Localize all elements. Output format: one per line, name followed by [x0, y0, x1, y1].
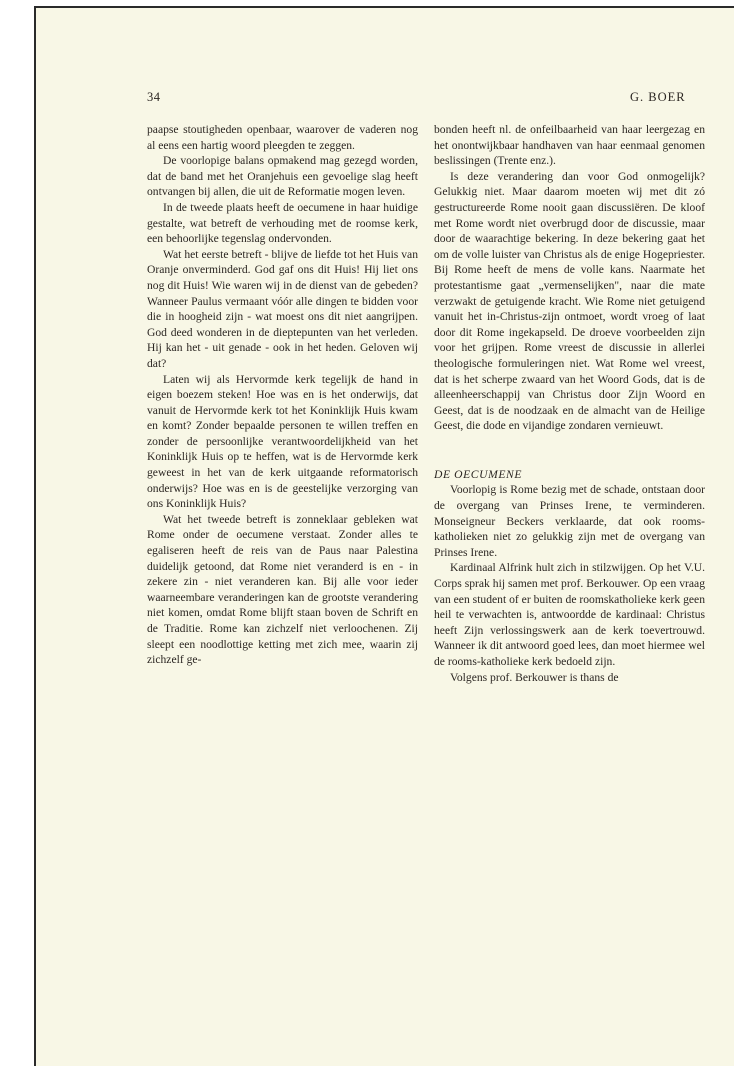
paragraph: Wat het eerste betreft - blijve de liefde tot het Huis van Oranje onverminderd. God gaf ons dit Huis! Hij liet ons nog dit Huis! Wie waren wij in de dienst van de gebeden? Wanneer Paulus vermaant vóór alle dingen te bidden voor die in hoogheid zijn - wat moest ons dit niet aangrijpen. God deed wonderen in de dieptepunten van het verleden. Hij kan het - uit genade - ook in het heden. Geloven wij dat?	[147, 247, 418, 370]
paragraph: In de tweede plaats heeft de oecumene in haar huidige gestalte, wat betreft de verhouding met de roomse kerk, een behoorlijke tegenslag ondervonden.	[147, 200, 418, 246]
paragraph: Is deze verandering dan voor God onmogelijk? Gelukkig niet. Maar daarom moeten wij met dit zó gestructureerde Rome nooit gaan discussiëren. De kloof met Rome wordt niet overbrugd door de discussie, maar door de waarachtige bekering. In deze bekering gaat het om de volle luister van Christus als de enige Hogepriester. Bij Rome heeft de mens de volle kans. Naarmate het protestantisme gaat „vermenselijken", naar die mate verzwakt de getuigende kracht. Wie Rome niet getuigend vanuit het in-Christus-zijn ontmoet, wordt vroeg of laat door dit Rome ingekapseld. De droeve voorbeelden zijn voor het grijpen. Rome vreest de discussie in allerlei theologische formuleringen niet. Wat Rome wel vreest, dat is het scherpe zwaard van het Woord Gods, dat is de alleenheerschappij van Christus door Zijn Woord en Geest, dat is de noodzaak en de almacht van de Heilige Geest, die dode en vijandige zondaren vernieuwt.	[434, 169, 705, 433]
running-head: G. BOER	[630, 90, 686, 104]
paragraph: Voorlopig is Rome bezig met de schade, ontstaan door de overgang van Prinses Irene, te verminderen. Monseigneur Beckers verklaarde, dat ook rooms-katholieken niet zo gelukkig zijn met de overgang van Prinses Irene.	[434, 483, 705, 559]
paragraph: Kardinaal Alfrink hult zich in stilzwijgen. Op het V.U. Corps sprak hij samen met prof. Berkouwer. Op een vraag van een student of er buiten de roomskatholieke kerk geen heil te verwachten is, antwoordde de kardinaal: Christus heeft Zijn verlossingswerk aan de kerk toevertrouwd. Wanneer ik dit antwoord goed lees, dan moet hiermee wel de rooms-katholieke kerk bedoeld zijn.	[434, 561, 705, 668]
paragraph: Volgens prof. Berkouwer is thans de	[450, 670, 619, 684]
left-column	[147, 122, 418, 668]
section-heading: DE OECUMENE	[434, 467, 523, 481]
paragraph: Laten wij als Hervormde kerk tegelijk de hand in eigen boezem steken! Hoe was en is het onderwijs, dat vanuit de Hervormde kerk tot het Koninklijk Huis kwam en komt? Zonder bepaalde personen te willen treffen en zonder de persoonlijke verantwoordelijkheid van het Koninklijk Huis op te heffen, wat is de Hervormde kerk geweest in het van de kerk uitgaande reformatorisch onderwijs? Hoe was en is de geestelijke verzorging van ons Koninklijk Huis?	[147, 372, 418, 511]
paragraph: bonden heeft nl. de onfeilbaarheid van haar leergezag en het onontwijkbaar handhaven van haar eenmaal genomen beslissingen (Trente enz.).	[434, 123, 705, 168]
right-column	[434, 122, 705, 685]
paragraph: Wat het tweede betreft is zonneklaar gebleken wat Rome onder de oecumene verstaat. Zonder alles te egaliseren heeft de reis van de Paus naar Palestina duidelijk getoond, dat Rome niet veranderd is en - in zekere zin - niet veranderen kan. Bij alle voor ieder waarneembare veranderingen kan de grootste verandering niet komen, omdat Rome blijft staan boven de Schrift en de Traditie. Rome kan zichzelf niet verloochenen. Zij sleept een noodlottige ketting met zich mee, waarin zij zichzelf ge-	[147, 512, 418, 667]
paragraph: paapse stoutigheden openbaar, waarover de vaderen nog al eens een hartig woord pleegden te zeggen.	[147, 123, 418, 152]
paragraph: De voorlopige balans opmakend mag gezegd worden, dat de band met het Oranjehuis een gevoelige slag heeft ontvangen bij allen, die uit de Reformatie mogen leven.	[147, 154, 418, 199]
document-page	[34, 6, 734, 1066]
page-number: 34	[147, 90, 161, 104]
